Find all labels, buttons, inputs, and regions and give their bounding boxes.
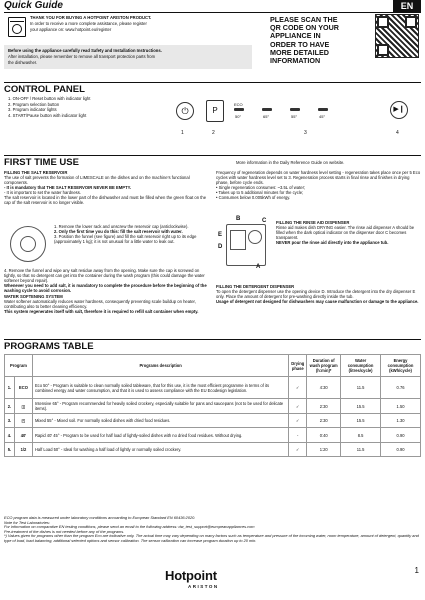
thanks-line-3[interactable]: your appliance on: www.hotpoint.eu/register: [30, 27, 112, 32]
brand-sub: ARISTON: [188, 584, 219, 589]
detergent-section: FILLING THE DETERGENT DISPENSER To open the detergent dispenser use the opening device D. Introduce the detergent into the dry dispenser E only. Place the amount of detergent for pre-washing directly inside the tub. Usage of detergent not designed for dishwashers may cause malfunction or damage to the appliance.: [216, 284, 419, 304]
thanks-line-1: THANK YOU FOR BUYING A HOTPOINT ARISTON PRODUCT.: [30, 15, 152, 20]
start-pause-button[interactable]: ▶❙: [390, 101, 408, 119]
header-rule: [4, 12, 421, 13]
salt-step-4: 4. Remove the funnel and wipe any salt residue away from the opening. Make sure the cap is screwed on tightly, so that no detergent can get into the container during the wash program (this could damage the water softener beyond repair). Whenever you need to add salt, it is mandatory to complete the procedure before the beginning of the washing cycle to avoid corrosion. WATER SOFTENING SYSTEM Water softener automatically reduces water hardness, consequently preventing scale buildup on heater, contributing also to better cleaning efficiency. This system regenerates itself with salt, therefore it is required to refill salt container when empty.: [4, 268, 207, 314]
page-number: 1: [414, 566, 419, 575]
regeneration-section: Frequency of regeneration depends on water hardness level setting - regeneration takes place once per 5 Eco cycles with water hardness level set to 3. Regeneration process starts in final rinse and finishes in drying phase, before cycle ends. • Single regeneration consumes: ~3.5L of water; • Takes up to 5 additional minutes for the cycle; • Consumes below 0.005kWh of energy.: [216, 170, 421, 200]
quick-guide-title: Quick Guide: [4, 0, 63, 11]
mixed-program-icon: ◰: [14, 414, 32, 428]
col-water: Water consumption (litres/cycle): [341, 355, 381, 377]
drying-check-icon: ✓: [289, 377, 307, 399]
drying-check-icon: ✓: [289, 414, 307, 428]
program-indicator-lights: ECO 50° 65° 55° 45°: [234, 102, 374, 122]
programs-title: PROGRAMS TABLE: [4, 341, 94, 352]
note-line-1: Before using the appliance carefully read Safety and Installation Instructions.: [8, 48, 162, 53]
salt-section: FILLING THE SALT RESERVOIR The use of salt prevents the formation of LIMESCALE on the dishes and on the machine's functional components. - It is mandatory that THE SALT RESERVOIR NEVER BE EMPTY. - It is important to set the water hardness. The salt reservoir is located in the lower part of the dishwasher and must be filled when the green float on the cap of the salt reservoir is no longer visible.: [4, 170, 207, 205]
drying-check-icon: ✓: [289, 399, 307, 414]
table-header-row: [5, 355, 421, 377]
programs-table: [4, 354, 421, 457]
rinse-aid-section: FILLING THE RINSE AID DISPENSER Rinse aid makes dish DRYING easier. The rinse aid dispenser A should be filled when the dark optical indicator on the dispenser door C becomes transparent. NEVER pour the rinse aid directly into the appliance tub.: [276, 220, 415, 245]
dispenser-diagram: B C E D A: [218, 216, 267, 270]
salt-steps: 1. Remove the lower rack and unscrew the reservoir cap (anticlockwise). 2. Only the first time you do this: fill the salt reservoir with water. 3. Position the funnel (see figure) and fill the salt reservoir right up to its edge (approximately 1 kg); it is not unusual for a little water to leak out.: [54, 224, 197, 244]
col-energy: Energy consumption (kWh/cycle): [381, 355, 421, 377]
half-load-program-icon: 1/2: [14, 443, 32, 457]
col-drying: Drying phase: [289, 355, 307, 377]
qr-code-icon: [375, 14, 419, 58]
note-line-2: After installation, please remember to remove all transport protection parts from: [8, 54, 156, 59]
table-row: 4. 40' Rapid 40' 45° - Program to be used for half load of lightly-soiled dishes with no dried food residues. Without drying. - 0:40 8.5 0.90: [5, 428, 421, 443]
table-row: 3. ◰ Mixed 55° - Mixed soil. For normally soiled dishes with dried food residues. ✓ 2:30 15.5 1.30: [5, 414, 421, 428]
control-panel-diagram: [164, 98, 420, 126]
language-badge: EN: [393, 0, 421, 12]
qr-instructions: PLEASE SCAN THE QR CODE ON YOUR APPLIANCE IN ORDER TO HAVE MORE DETAILED INFORMATION: [270, 15, 339, 66]
control-panel-legend: 1. ON-OFF / Reset button with indicator light 2. Program selection button 3. Program indicator lights 4. START/Pause button with indicator light: [8, 96, 91, 118]
program-selection-button[interactable]: P: [206, 100, 224, 122]
thanks-line-2: In order to receive a more complete assistance, please register: [30, 21, 147, 26]
control-panel-title: CONTROL PANEL: [4, 84, 85, 95]
first-time-use-title: FIRST TIME USE: [4, 157, 79, 168]
col-program: Program: [5, 355, 33, 377]
brand-logo: Hotpoint: [165, 568, 217, 583]
drying-check-icon: ✓: [289, 443, 307, 457]
note-line-3: the dishwasher.: [8, 60, 38, 65]
rapid-program-icon: 40': [14, 428, 32, 443]
table-row: 1. ECO Eco 50° - Program is suitable to clean normally soiled tableware, that for this use, it is the most efficient programme in terms of its combined energy and water consumption, and that it is used to assess compliance with the EU Ecodesign legislation. ✓ 4:30 11.5 0.76: [5, 377, 421, 399]
programs-footnotes: ECO program data is measured under laboratory conditions accoarding to European Standard EN 60436:2020. Note for Test Laboratories: For information on comparative EN testing conditions, please send an email to the following address: dw_test_support@europeanappliances.com Pre-treatment of the dishes is not needed before any of the programs. *) Values given for programs other than the program Eco are indicative only. The actual time may vary depending on many factors such as temperature and pressure of the incoming water, room temperature, amount of detergent, quantity and type of load, load balancing, additional selected options and sensor calibration. The sensor calibration can increase program duration up to 20 min.: [4, 515, 419, 543]
table-row: 5. 1/2 Half Load 50° - Ideal for washing a half load of lightly or normally soiled crockery. ✓ 1:20 11.5 0.90: [5, 443, 421, 457]
col-descriptions: Programs description: [32, 355, 288, 377]
col-duration: Duration of wash program (h:min)*: [307, 355, 341, 377]
more-info-note: More information in the Daily Reference Guide on website.: [236, 160, 345, 165]
dishwasher-icon: [8, 17, 26, 37]
intensive-program-icon: ◫: [14, 399, 32, 414]
control-panel-numbers: 1 2 3 4: [181, 130, 399, 136]
salt-reservoir-diagram: [6, 222, 50, 268]
power-button[interactable]: ⏻: [176, 102, 194, 120]
eco-program-icon: ECO: [14, 377, 32, 399]
table-row: 2. ◫ Intensive 65° - Program recommended for heavily soiled crockery, especially suitable for pans and saucepans (not to be used for delicate items). ✓ 2:30 15.5 1.50: [5, 399, 421, 414]
